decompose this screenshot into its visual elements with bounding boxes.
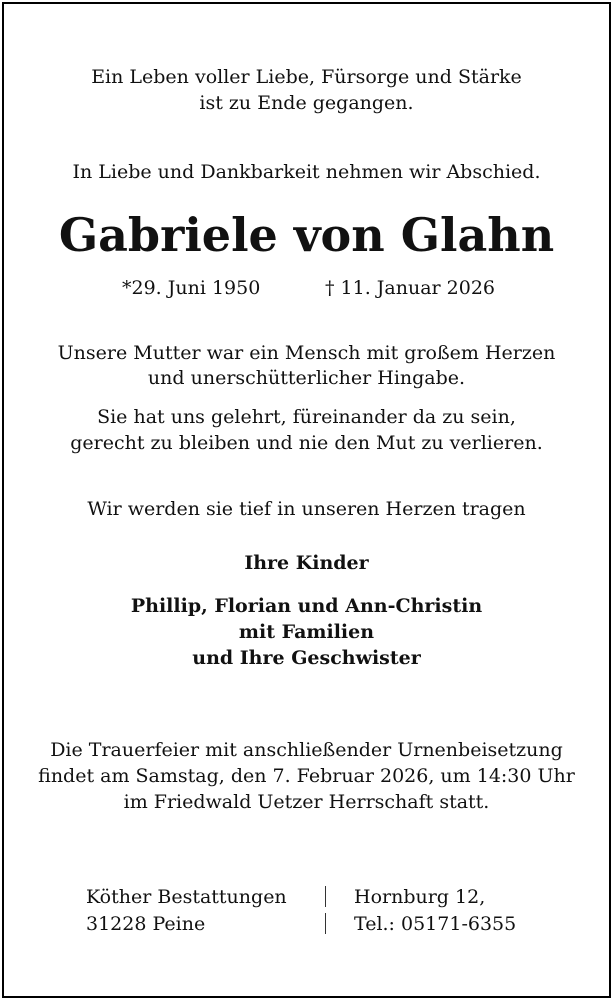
intro-line-2: ist zu Ende gegangen.	[199, 92, 414, 114]
death-date: † 11. Januar 2026	[325, 277, 496, 299]
undertaker-street: Hornburg 12,	[354, 886, 486, 908]
undertaker-phone: Tel.: 05171-6355	[354, 913, 517, 935]
tribute-line-2: und unerschütterlicher Hingabe.	[147, 367, 466, 389]
ceremony-line-1: Die Trauerfeier mit anschließender Urnenbeisetzung	[50, 739, 563, 761]
tribute-line-1: Unsere Mutter war ein Mensch mit großem Herzen	[57, 342, 556, 364]
mourners-line-1: Phillip, Florian und Ann-Christin	[130, 595, 483, 617]
contact-divider-2	[325, 913, 326, 934]
mourners-heading: Ihre Kinder	[244, 552, 369, 574]
tribute-line-3: Sie hat uns gelehrt, füreinander da zu sein,	[97, 406, 516, 428]
birth-date: *29. Juni 1950	[122, 277, 261, 299]
undertaker-city: 31228 Peine	[86, 913, 206, 935]
tribute-line-4: gerecht zu bleiben und nie den Mut zu verlieren.	[70, 432, 543, 454]
ceremony-line-2: findet am Samstag, den 7. Februar 2026, um 14:30 Uhr	[38, 765, 575, 787]
farewell-text: In Liebe und Dankbarkeit nehmen wir Abschied.	[72, 161, 541, 183]
contact-divider-1	[325, 886, 326, 907]
mourners-line-2: mit Familien	[238, 621, 375, 643]
intro-line-1: Ein Leben voller Liebe, Fürsorge und Stärke	[91, 66, 522, 88]
deceased-name: Gabriele von Glahn	[58, 208, 555, 262]
undertaker-name: Köther Bestattungen	[86, 886, 287, 908]
ceremony-line-3: im Friedwald Uetzer Herrschaft statt.	[123, 791, 490, 813]
mourners-line-3: und Ihre Geschwister	[192, 647, 421, 669]
closing-text: Wir werden sie tief in unseren Herzen tragen	[87, 498, 526, 520]
